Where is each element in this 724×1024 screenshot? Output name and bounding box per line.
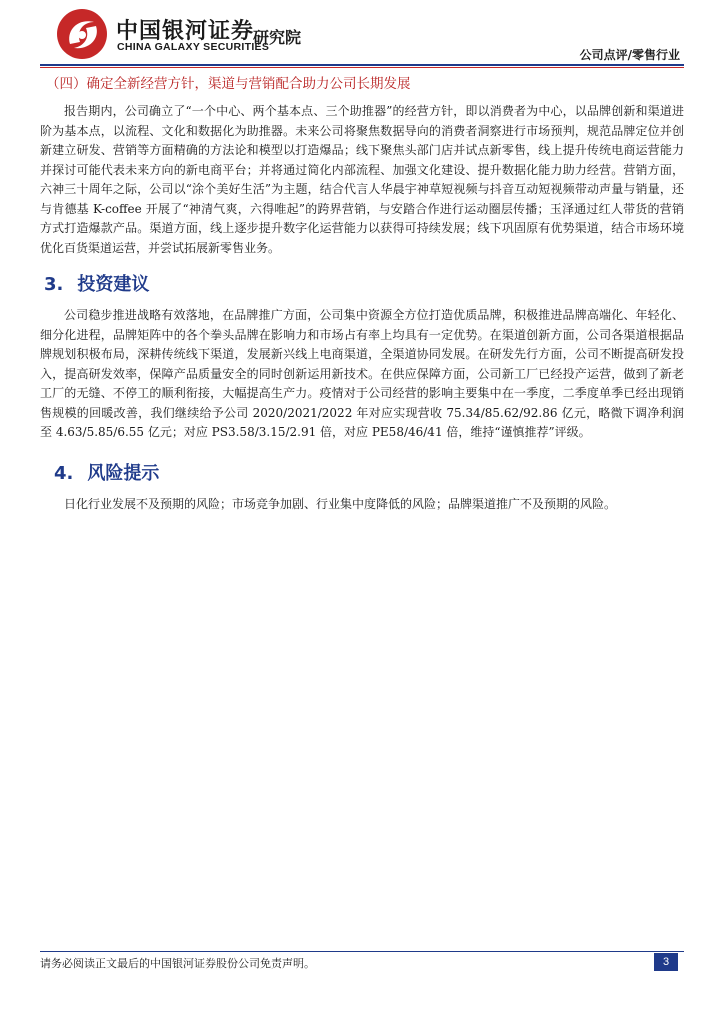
footer-divider [40,951,684,952]
section-4-heading [54,461,684,487]
document-body [40,74,684,514]
subsection-paragraph: 报告期内，公司确立了“一个中心、两个基本点、三个助推器”的经营方针，即以消费者为中心，以品牌创新和渠道进阶为基本点，以流程、文化和数据化为助推器。未来公司将聚焦数据导向的消费者洞察进行市场预判，规范品牌定位并创新建立研发、营销等方面精确的方法论和模型以打造爆品；线下聚焦头部门店并试点新零售，线上提升传统电商运营能力并探讨可能代表未来方向的新电商平台；并将通过简化内部流程、加强文化建设、提升数据化能力助力经营。营销方面，六神三十周年之际，公司以“涂个美好生活”为主题，结合代言人华晨宇神草短视频与抖音互动短视频带动声量与销量，还与肯德基 K-coffee 开展了“神清气爽，六得唯起”的跨界营销，与安踏合作进行运动圈层传播；玉泽通过红人带货的营销方式打造爆款产品。渠道方面，线上逐步提升数字化运营能力以获得可持续发展；线下巩固原有优势渠道，结合市场环境优化百货渠道运营，并尝试拓展新零售业务。 [40,104,684,255]
galaxy-logo-icon [56,8,108,60]
brand-subtitle: 研究院 [253,28,302,47]
page-header [0,0,724,70]
section-4-title: 风险提示 [87,462,160,484]
footer-disclaimer: 请务必阅读正文最后的中国银河证券股份公司免责声明。 [40,957,315,970]
section-4-paragraph: 日化行业发展不及预期的风险；市场竞争加剧、行业集中度降低的风险；品牌渠道推广不及预期的风险。 [64,496,617,511]
section-3-heading [44,272,684,298]
section-3-paragraph: 公司稳步推进战略有效落地，在品牌推广方面，公司集中资源全方位打造优质品牌，积极推进品牌高端化、年轻化、细分化进程，品牌矩阵中的各个拳头品牌在影响力和市场占有率上均具有一定优势。在渠道创新方面，公司各渠道根据品牌规划积极布局，深耕传统线下渠道，发展新兴线上电商渠道，全渠道协同发展。在研发先行方面，公司不断提高研发投入，提高研发效率，保障产品质量安全的同时创新运用新技术。在供应保障方面，公司新工厂已经投产运营，做到了新老工厂的无缝、不停工的顺利衔接，大幅提高生产力。疫情对于公司经营的影响主要集中在一季度，二季度单季已经出现销售规模的回暖改善，我们继续给予公司 2020/2021/2022 年对应实现营收 75.34/85.62/92.86 亿元，略微下调净利润至 4.63/5.85/6.55 亿元；对应 PS3.58/3.15/2.91 倍，对应 PE58/46/41 倍，维持“谨慎推荐”评级。 [40,308,684,439]
report-type-label: 公司点评/零售行业 [579,48,680,62]
subsection-title: （四）确定全新经营方针，渠道与营销配合助力公司长期发展 [46,76,411,92]
section-3-number: 3. [44,274,64,295]
brand-name-cn: 中国银河证券 [116,19,255,44]
header-divider-red [40,67,684,68]
header-divider-blue [40,64,684,66]
page-number: 3 [654,953,678,971]
section-3-title: 投资建议 [77,274,150,295]
brand-name-en: CHINA GALAXY SECURITIES [117,41,270,53]
section-4-number: 4. [54,462,74,484]
